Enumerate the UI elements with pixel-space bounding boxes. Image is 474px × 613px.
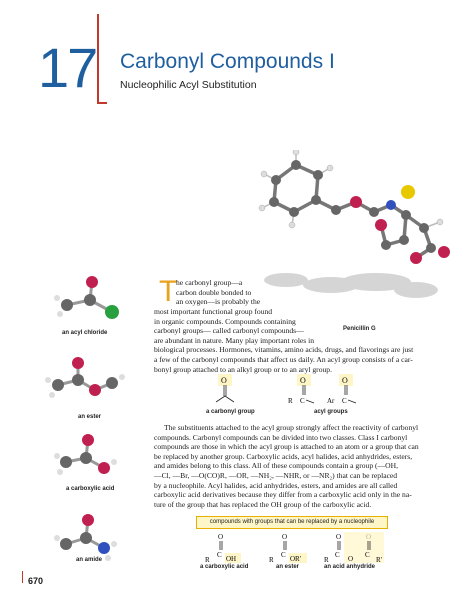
intro-line: a few of the carbonyl compounds that affect us daily. An acyl group consists of a car- xyxy=(154,354,413,364)
carbonyl-group-label: a carbonyl group xyxy=(206,409,255,415)
svg-text:OR': OR' xyxy=(290,555,301,563)
intro-line: in organic compounds. Compounds containing xyxy=(154,316,296,326)
page-number: 670 xyxy=(28,576,44,586)
chapter-divider-horizontal xyxy=(97,102,107,104)
paragraph-line: by a nucleophile. Acyl halides, acid anhydrides, esters, and amides are all called xyxy=(154,480,398,490)
svg-text:C: C xyxy=(281,551,286,559)
svg-text:R': R' xyxy=(376,556,382,564)
acid-anhydride-label: an acid anhydride xyxy=(324,564,376,570)
paragraph-line: compounds are those in which the acyl group is attached to an atom or a group that can xyxy=(154,442,419,452)
intro-line: he carbonyl group—a xyxy=(176,278,243,287)
paragraph-line: —Cl, —Br, —O(CO)R, —OR, —NH₂, —NHR, or —NR₂) that can be replaced xyxy=(154,470,398,480)
intro-line: most important functional group found xyxy=(154,307,273,316)
acyl-chloride-model-image xyxy=(52,270,132,330)
intro-line: are abundant in nature. Many play important roles in xyxy=(154,335,315,345)
replaceable-groups-box: compounds with groups that can be replaced by a nucleophile xyxy=(196,516,388,529)
intro-line: carbonyl groups— called carbonyl compounds— xyxy=(154,326,304,336)
carbonyl-acyl-structures xyxy=(196,372,376,412)
svg-text:R: R xyxy=(205,556,210,564)
carboxylic-acid-caption: a carboxylic acid xyxy=(66,486,115,492)
svg-text:C: C xyxy=(300,397,305,405)
svg-text:O: O xyxy=(348,555,354,563)
acyl-chloride-caption: an acyl chloride xyxy=(62,330,108,336)
svg-text:C: C xyxy=(342,397,347,405)
paragraph-line: The substituents attached to the acyl group strongly affect the reactivity of carbonyl xyxy=(164,423,419,432)
intro-paragraph-a xyxy=(176,278,436,307)
chapter-number: 17 xyxy=(38,36,97,99)
svg-text:Ar: Ar xyxy=(327,397,335,405)
intro-line: bonyl group attached to an alkyl group or to an aryl group. xyxy=(154,364,332,374)
chapter-divider-vertical xyxy=(97,14,99,104)
intro-line: biological processes. Hormones, vitamins, amino acids, drugs, and flavorings are just xyxy=(154,345,414,355)
svg-text:O: O xyxy=(282,533,288,541)
svg-text:R: R xyxy=(269,556,274,564)
svg-text:O: O xyxy=(218,533,224,541)
svg-text:O: O xyxy=(342,376,348,385)
svg-text:C: C xyxy=(217,551,222,559)
svg-text:R: R xyxy=(288,397,293,405)
ester-label: an ester xyxy=(276,564,300,570)
paragraph-line: compounds. Carbonyl compounds can be divided into two classes. Class I carbonyl xyxy=(154,432,408,442)
page-number-rule xyxy=(22,571,23,583)
svg-text:C: C xyxy=(335,551,340,559)
chapter-subtitle: Nucleophilic Acyl Substitution xyxy=(120,79,257,91)
ester-model-image xyxy=(40,355,130,410)
penicillin-caption: Penicillin G xyxy=(343,326,376,332)
svg-text:OH: OH xyxy=(226,555,237,563)
svg-text:O: O xyxy=(336,533,342,541)
svg-text:R: R xyxy=(324,556,329,564)
intro-line: an oxygen—is probably the xyxy=(176,297,261,307)
intro-paragraph-b xyxy=(154,307,444,374)
acyl-groups-label: acyl groups xyxy=(314,409,348,415)
paragraph-line: be replaced by another group. Carboxylic acids, acyl halides, acid anhydrides, esters, xyxy=(154,451,413,461)
paragraph-line: carboxylic acid derivatives because they differ from a carboxylic acid only in the na- xyxy=(154,490,412,500)
carboxylic-acid-label: a carboxylic acid xyxy=(200,564,249,570)
body-paragraph-2 xyxy=(154,423,444,509)
carboxylic-acid-model-image xyxy=(52,432,132,482)
ester-caption: an ester xyxy=(78,414,102,420)
paragraph-line: ture of the group that has replaced the OH group of the carboxylic acid. xyxy=(154,499,372,509)
paragraph-line: and amides belong to this class. All of these compounds contain a group (—OH, xyxy=(154,461,399,471)
intro-line: carbon double bonded to xyxy=(176,287,252,297)
svg-text:O: O xyxy=(300,376,306,385)
amide-caption: an amide xyxy=(76,557,103,563)
chapter-title: Carbonyl Compounds I xyxy=(120,50,335,73)
svg-text:C: C xyxy=(365,551,370,559)
dropcap: T xyxy=(159,275,178,308)
svg-text:O: O xyxy=(221,376,227,385)
